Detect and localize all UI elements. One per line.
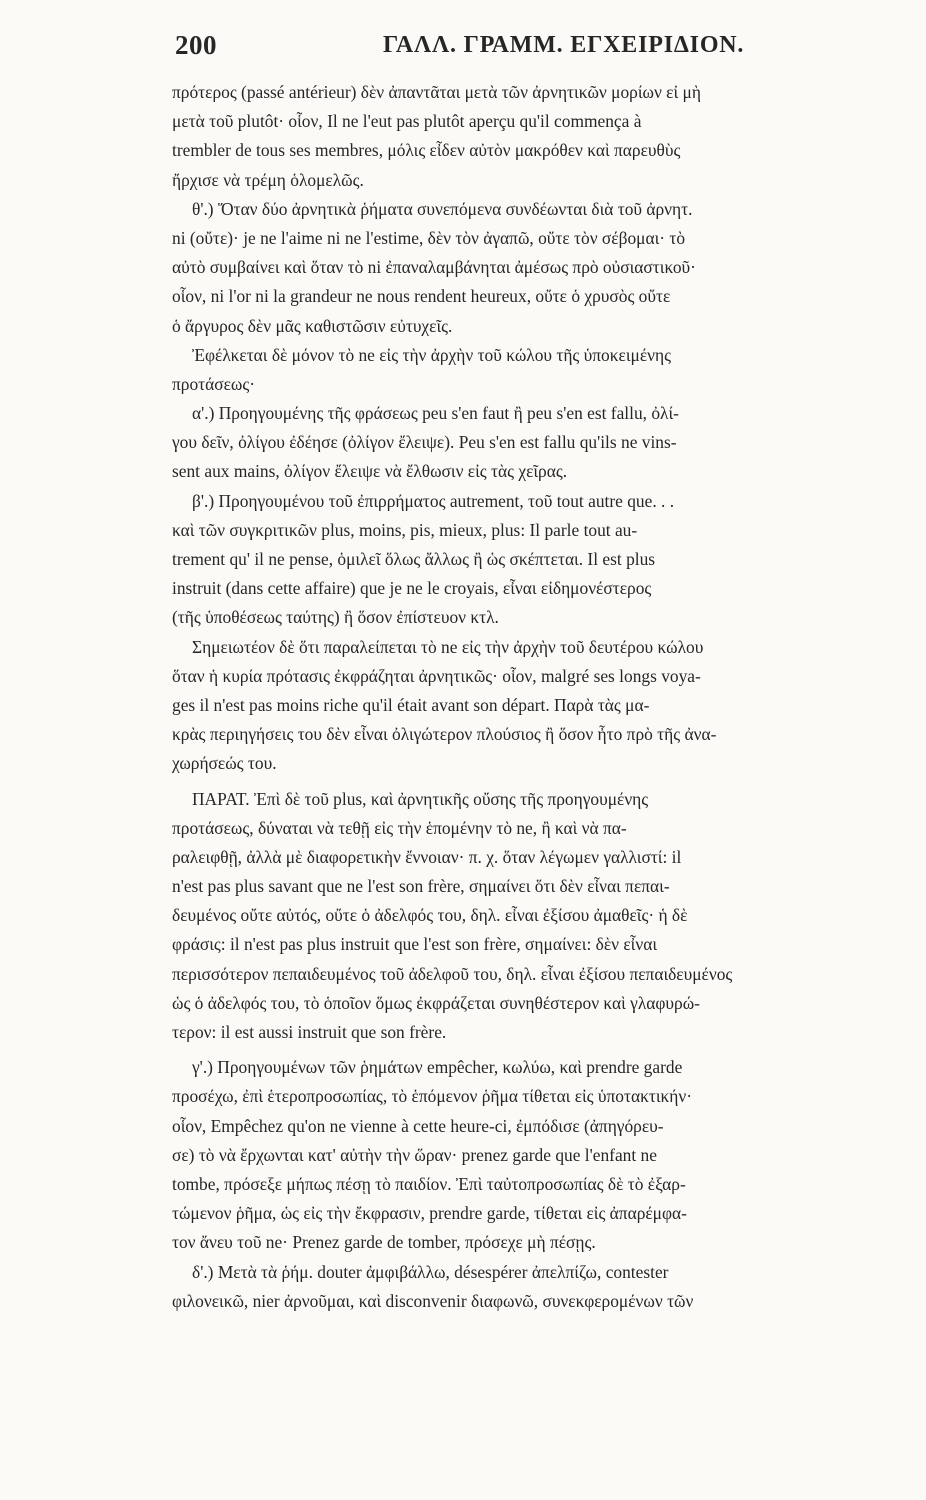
text-line: trembler de tous ses membres, μόλις εἶδεν αὐτὸν μακρόθεν καὶ παρευθὺς	[172, 140, 681, 161]
text-line: τον ἄνευ τοῦ ne· Prenez garde de tomber, πρόσεχε μὴ πέσῃς.	[172, 1232, 596, 1253]
text-line: ni (οὔτε)· je ne l'aime ni ne l'estime, δὲν τὸν ἀγαπῶ, οὔτε τὸν σέβομαι· τὸ	[172, 227, 686, 248]
text-line: φιλονεικῶ, nier ἀρνοῦμαι, καὶ disconvenir διαφωνῶ, συνεκφερομένων τῶν	[172, 1290, 694, 1311]
text-line: θ'.) Ὅταν δύο ἀρνητικὰ ῥήματα συνεπόμενα συνδέωνται διὰ τοῦ ἀρνητ.	[192, 198, 693, 219]
page-header	[175, 30, 880, 70]
text-line: β'.) Προηγουμένου τοῦ ἐπιρρήματος autrement, τοῦ tout autre que. . .	[192, 490, 675, 511]
text-line: ΠΑΡΑΤ. Ἐπὶ δὲ τοῦ plus, καὶ ἀρνητικῆς οὔσης τῆς προηγουμένης	[192, 788, 649, 809]
text-line: προσέχω, ἐπὶ ἑτεροπροσωπίας, τὸ ἑπόμενον ῥῆμα τίθεται εἰς ὑποτακτικήν·	[172, 1086, 693, 1107]
text-line: ὅταν ἡ κυρία πρότασις ἐκφράζηται ἀρνητικῶς· οἷον, malgré ses longs voya-	[172, 665, 701, 686]
text-line: trement qu' il ne pense, ὁμιλεῖ ὅλως ἄλλως ἢ ὡς σκέπτεται. Il est plus	[172, 549, 656, 569]
text-line: n'est pas plus savant que ne l'est son frère, σημαίνει ὅτι δὲν εἶναι πεπαι-	[172, 876, 670, 897]
text-line: περισσότερον πεπαιδευμένος τοῦ ἀδελφοῦ του, δηλ. εἶναι ἐξίσου πεπαιδευμένος	[172, 963, 733, 984]
text-line: Σημειωτέον δὲ ὅτι παραλείπεται τὸ ne εἰς τὴν ἀρχὴν τοῦ δευτέρου κώλου	[192, 636, 704, 657]
text-line: ὁ ἄργυρος δὲν μᾶς καθιστῶσιν εὐτυχεῖς.	[172, 315, 453, 336]
text-line: αὐτὸ συμβαίνει καὶ ὅταν τὸ ni ἐπαναλαμβάνηται ἀμέσως πρὸ οὐσιαστικοῦ·	[172, 257, 696, 278]
text-line: κρὰς περιηγήσεις του δὲν εἶναι ὀλιγώτερον πλούσιος ἢ ὅσον ἦτο πρὸ τῆς ἀνα-	[172, 724, 717, 745]
text-line: ges il n'est pas moins riche qu'il était avant son départ. Παρὰ τὰς μα-	[172, 694, 650, 715]
text-line: φράσις: il n'est pas plus instruit que l'est son frère, σημαίνει: δὲν εἶναι	[172, 934, 657, 955]
text-line: (τῆς ὑποθέσεως ταύτης) ἢ ὅσον ἐπίστευον κτλ.	[172, 607, 499, 628]
text-line: τερον: il est aussi instruit que son frère.	[172, 1022, 447, 1042]
text-line: πρότερος (passé antérieur) δὲν ἀπαντᾶται μετὰ τῶν ἀρνητικῶν μορίων εἰ μὴ	[172, 82, 701, 102]
text-line: ὡς ὁ ἀδελφός του, τὸ ὁποῖον ὅμως ἐκφράζεται συνηθέστερον καὶ γλαφυρώ-	[172, 992, 700, 1013]
text-line: δευμένος οὔτε αὐτός, οὔτε ὁ ἀδελφός του, δηλ. εἶναι ἐξίσου ἀμαθεῖς· ἡ δὲ	[172, 905, 688, 926]
text-line: Ἐφέλκεται δὲ μόνον τὸ ne εἰς τὴν ἀρχὴν τοῦ κώλου τῆς ὑποκειμένης	[192, 344, 671, 365]
text-line: προτάσεως·	[172, 373, 256, 394]
text-line: sent aux mains, ὀλίγον ἔλειψε νὰ ἔλθωσιν εἰς τὰς χεῖρας.	[172, 461, 568, 482]
text-line: τώμενον ῥῆμα, ὡς εἰς τὴν ἔκφρασιν, prendre garde, τίθεται εἰς ἀπαρέμφα-	[172, 1203, 687, 1224]
text-line: tombe, πρόσεξε μήπως πέσῃ τὸ παιδίον. Ἐπὶ ταὐτοπροσωπίας δὲ τὸ ἐξαρ-	[172, 1173, 686, 1194]
text-line: σε) τὸ νὰ ἔρχωνται κατ' αὐτὴν τὴν ὥραν· prenez garde que l'enfant ne	[172, 1144, 657, 1165]
text-line: οἷον, Empêchez qu'on ne vienne à cette heure-ci, ἐμπόδισε (ἀπηγόρευ-	[172, 1115, 664, 1136]
text-line: καὶ τῶν συγκριτικῶν plus, moins, pis, mieux, plus: Il parle tout au-	[172, 519, 638, 540]
text-line: γ'.) Προηγουμένων τῶν ῥημάτων empêcher, κωλύω, καὶ prendre garde	[192, 1057, 683, 1078]
text-line: α'.) Προηγουμένης τῆς φράσεως peu s'en faut ἢ peu s'en est fallu, ὀλί-	[192, 403, 679, 424]
text-line: μετὰ τοῦ plutôt· οἷον, Il ne l'eut pas plutôt aperçu qu'il commença à	[172, 111, 642, 132]
text-line: δ'.) Μετὰ τὰ ῥήμ. douter ἀμφιβάλλω, désespérer ἀπελπίζω, contester	[192, 1261, 669, 1282]
text-line: ραλειφθῇ, ἀλλὰ μὲ διαφορετικὴν ἔννοιαν· π. χ. ὅταν λέγωμεν γαλλιστί: il	[172, 846, 682, 867]
text-line: γου δεῖν, ὀλίγου ἐδέησε (ὀλίγον ἔλειψε). Peu s'en est fallu qu'ils ne vins-	[172, 432, 677, 453]
text-line: instruit (dans cette affaire) que je ne le croyais, εἶναι εἰδημονέστερος	[172, 578, 652, 599]
page-number: 200	[175, 30, 217, 60]
text-line: χωρήσεώς του.	[172, 753, 277, 774]
body-text	[172, 78, 884, 1316]
text-line: προτάσεως, δύναται νὰ τεθῇ εἰς τὴν ἑπομένην τὸ ne, ἢ καὶ νὰ πα-	[172, 817, 627, 838]
text-line: οἷον, ni l'or ni la grandeur ne nous rendent heureux, οὔτε ὁ χρυσὸς οὔτε	[172, 286, 671, 307]
text-line: ἤρχισε νὰ τρέμη ὁλομελῶς.	[172, 169, 364, 190]
running-title: ΓΑΛΛ. ΓΡΑΜΜ. ΕΓΧΕΙΡΙΔΙΟΝ.	[383, 32, 745, 58]
